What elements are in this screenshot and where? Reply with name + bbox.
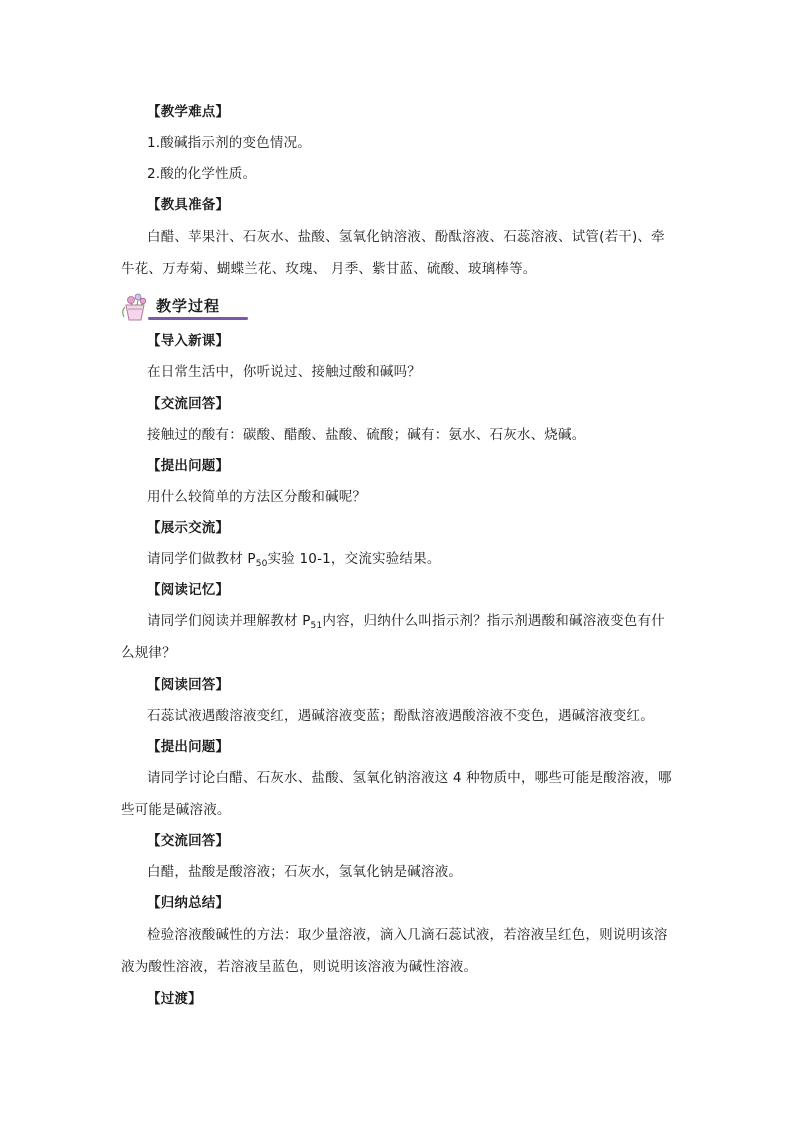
question2-heading: 【提出问题】 xyxy=(147,739,230,755)
read-answer-text: 石蕊试液遇酸溶液变红，遇碱溶液变蓝；酚酞溶液遇酸溶液不变色，遇碱溶液变红。 xyxy=(147,708,654,724)
read-text-part-b: 内容，归纳什么叫指示剂？指示剂遇酸和碱溶液变色有什 xyxy=(322,613,665,629)
read-text-part-a: 请同学们阅读并理解教材 P xyxy=(147,613,311,629)
summary-line-1: 检验溶液酸碱性的方法：取少量溶液，滴入几滴石蕊试液，若溶液呈红色，则说明该溶 xyxy=(147,927,668,943)
read-text-line-2: 么规律？ xyxy=(121,645,176,661)
exchange2-text: 白醋，盐酸是酸溶液；石灰水，氢氧化钠是碱溶液。 xyxy=(147,864,463,880)
banner-underline xyxy=(148,317,248,320)
question1-text: 用什么较简单的方法区分酸和碱呢？ xyxy=(147,489,367,505)
materials-heading: 【教具准备】 xyxy=(147,197,230,213)
question2-line-2: 些可能是碱溶液。 xyxy=(121,802,231,818)
read-text-subscript: 51 xyxy=(310,621,323,631)
summary-line-2: 液为酸性溶液，若溶液呈蓝色，则说明该溶液为碱性溶液。 xyxy=(121,959,478,975)
difficulty-heading: 【教学难点】 xyxy=(147,104,230,120)
difficulty-item-1: 1.酸碱指示剂的变色情况。 xyxy=(147,135,311,151)
exchange1-text: 接触过的酸有：碳酸、醋酸、盐酸、硫酸；碱有：氨水、石灰水、烧碱。 xyxy=(147,427,586,443)
show-text-part-b: 实验 10-1，交流实验结果。 xyxy=(267,551,441,567)
materials-line-1: 白醋、苹果汁、石灰水、盐酸、氢氧化钠溶液、酚酞溶液、石蕊溶液、试管(若干)、牵 xyxy=(147,229,665,245)
transition-heading: 【过渡】 xyxy=(147,991,202,1007)
read-answer-heading: 【阅读回答】 xyxy=(147,677,230,693)
process-title: 教学过程 xyxy=(156,297,221,315)
materials-line-2: 牛花、万寿菊、蝴蝶兰花、玫瑰、 月季、紫甘蓝、硫酸、玻璃棒等。 xyxy=(121,261,537,277)
process-section-banner xyxy=(118,291,248,323)
read-text-line-1 xyxy=(147,611,665,633)
intro-heading: 【导入新课】 xyxy=(147,333,230,349)
question1-heading: 【提出问题】 xyxy=(147,458,230,474)
show-text xyxy=(147,549,441,571)
read-heading: 【阅读记忆】 xyxy=(147,582,230,598)
exchange2-heading: 【交流回答】 xyxy=(147,833,230,849)
show-heading: 【展示交流】 xyxy=(147,520,230,536)
intro-text: 在日常生活中，你听说过、接触过酸和碱吗？ xyxy=(147,364,421,380)
summary-heading: 【归纳总结】 xyxy=(147,895,230,911)
show-text-part-a: 请同学们做教材 P xyxy=(147,551,256,567)
show-text-subscript: 50 xyxy=(255,559,268,569)
difficulty-item-2: 2.酸的化学性质。 xyxy=(147,166,257,182)
exchange1-heading: 【交流回答】 xyxy=(147,396,230,412)
question2-line-1: 请同学讨论白醋、石灰水、盐酸、氢氧化钠溶液这 4 种物质中，哪些可能是酸溶液，哪 xyxy=(147,770,672,786)
